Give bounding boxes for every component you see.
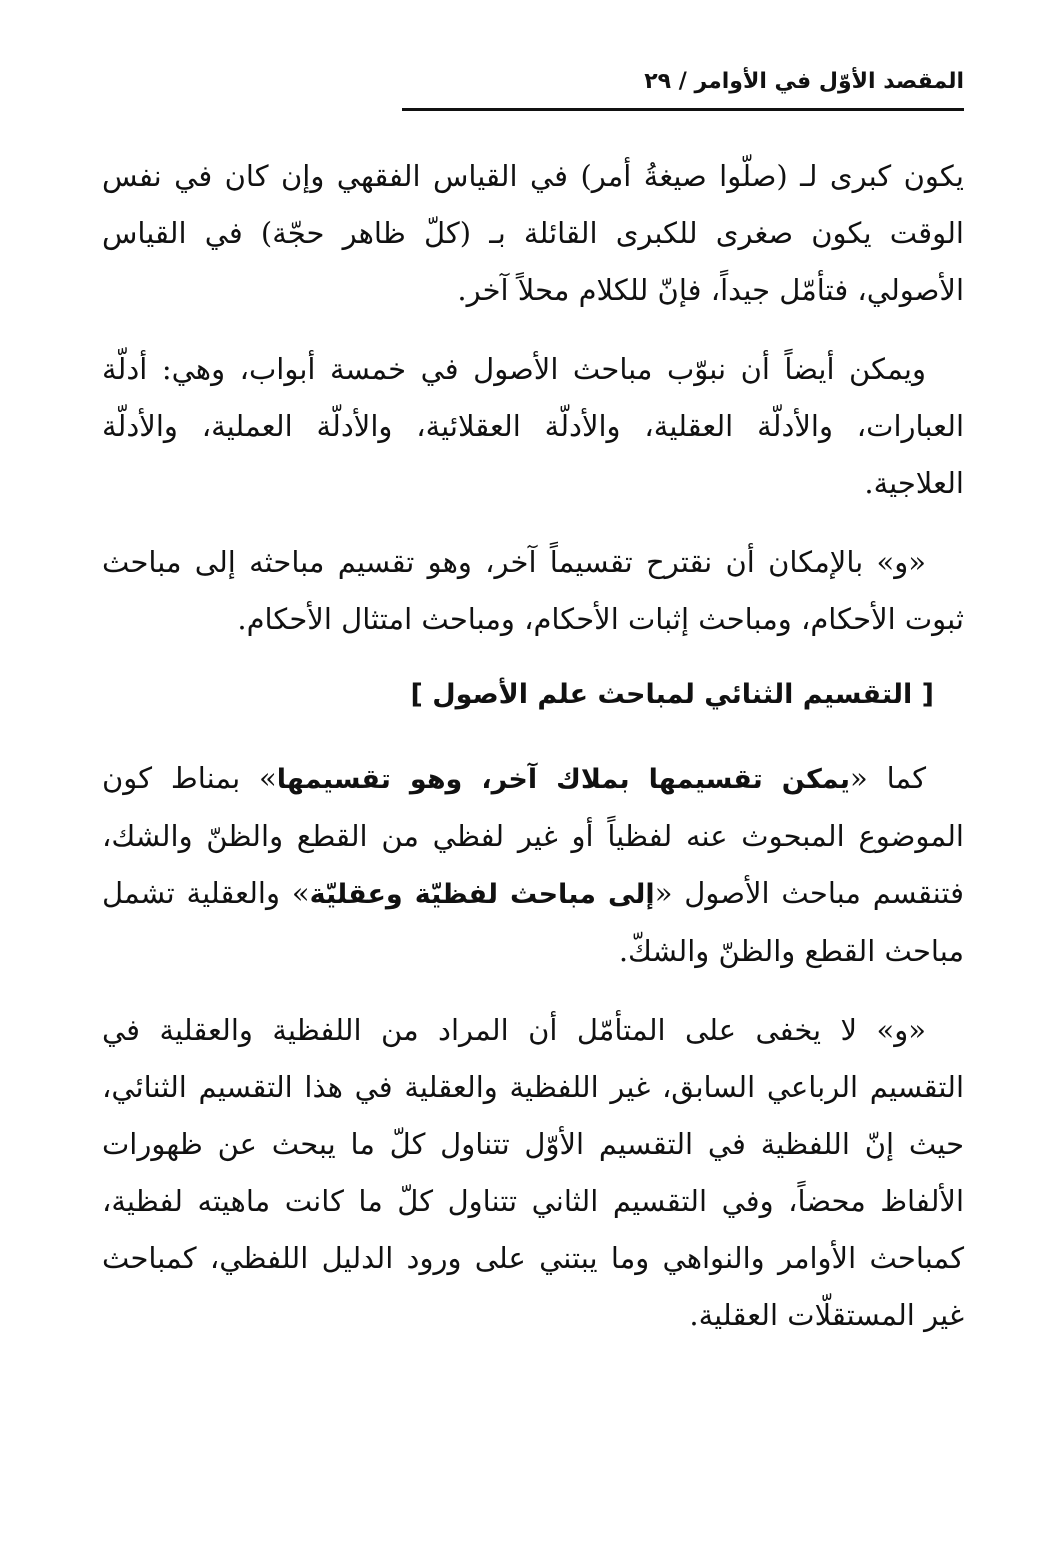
running-header: المقصد الأوّل في الأوامر / ٢٩ <box>644 69 964 94</box>
paragraph-4-part-c: » بمناط كون الموضوع المبحوث عنه لفظياً أو غير لفظي من القطع والظنّ والشك، فتنقسم مباحث الأصول « <box>102 761 965 910</box>
paragraph-4-part-a: كما « <box>850 761 926 795</box>
paragraph-2: ويمكن أيضاً أن نبوّب مباحث الأصول في خمسة أبواب، وهي: أدلّة العبارات، والأدلّة العقلية، والأدلّة العقلائية، والأدلّة العملية، والأدلّة العلاجية. <box>102 352 964 500</box>
paragraph-4-quoted-bold-1: يمكن تقسيمها بملاك آخر، وهو تقسيمها <box>276 764 851 795</box>
paragraph-3: «و» بالإمكان أن نقترح تقسيماً آخر، وهو تقسيم مباحثه إلى مباحث ثبوت الأحكام، ومباحث إثبات الأحكام، ومباحث امتثال الأحكام. <box>102 545 964 636</box>
paragraph-5: «و» لا يخفى على المتأمّل أن المراد من اللفظية والعقلية في التقسيم الرباعي السابق، غير اللفظية والعقلية في هذا التقسيم الثنائي، حيث إنّ اللفظية في التقسيم الأوّل تتناول كلّ ما يبحث عن ظهورات الألفاظ محضاً، وفي التقسيم الثاني تتناول كلّ ما كانت ماهيته لفظية، كمباحث الأوامر والنواهي وما يبتني على ورود الدليل اللفظي، كمباحث غير المستقلّات العقلية. <box>102 1013 964 1332</box>
section-heading: [ التقسيم الثنائي لمباحث علم الأصول ] <box>410 679 934 710</box>
page-body <box>102 148 964 1366</box>
paragraph-4 <box>102 750 964 980</box>
paragraph-1: يكون كبرى لـ (صلّوا صيغةُ أمر) في القياس الفقهي وإن كان في نفس الوقت يكون صغرى للكبرى القائلة بـ (كلّ ظاهر حجّة) في القياس الأصولي، فتأمّل جيداً، فإنّ للكلام محلاً آخر. <box>102 159 964 307</box>
paragraph-4-part-e: » والعقلية تشمل مباحث القطع والظنّ والشكّ. <box>102 876 964 968</box>
paragraph-4-quoted-bold-2: إلى مباحث لفظيّة وعقليّة <box>309 879 655 910</box>
header-rule <box>402 108 964 111</box>
